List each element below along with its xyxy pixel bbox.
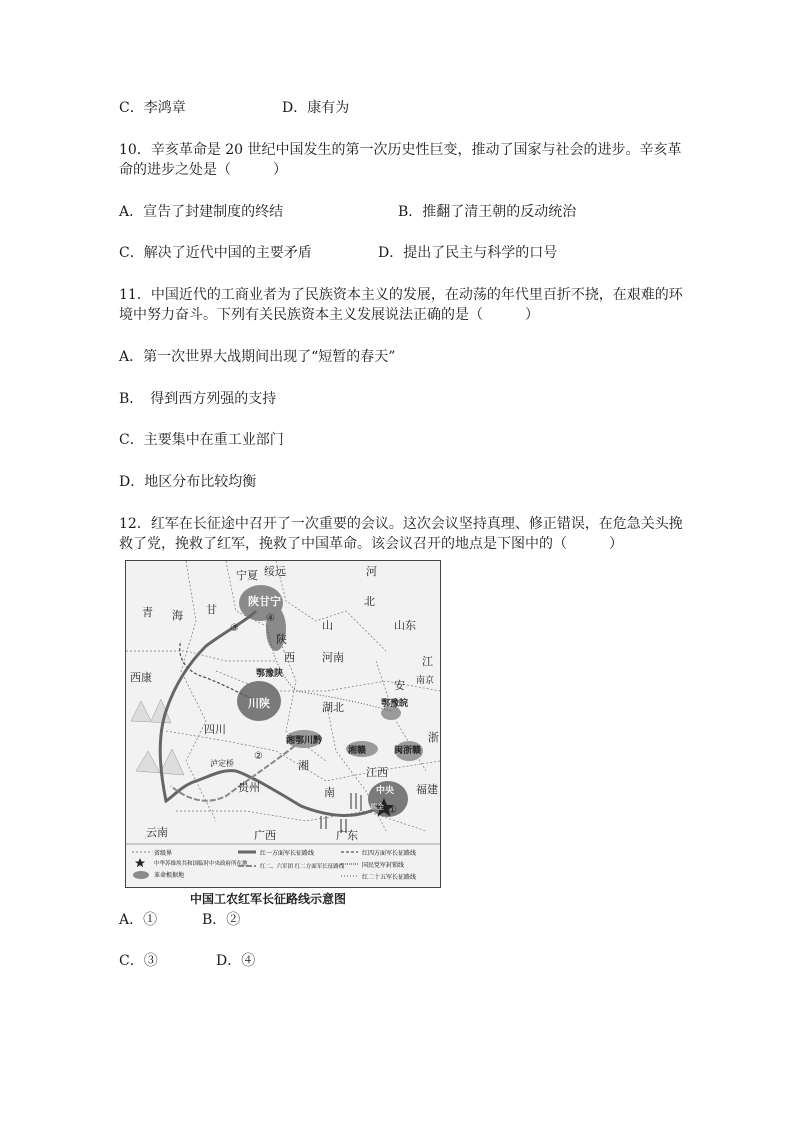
label-nan: 南 xyxy=(324,786,335,799)
label-minzhegan: 闽浙赣 xyxy=(394,746,422,756)
label-xiangexi: 湘鄂川黔 xyxy=(286,736,323,746)
legend-blockade: 国民党军封锁线 xyxy=(362,862,405,869)
q12-stem-line2: 救了党，挽救了红军，挽救了中国革命。该会议召开的地点是下图中的（ ） xyxy=(119,536,623,552)
marker-3: ③ xyxy=(230,623,239,634)
label-shaanganning: 陕甘宁 xyxy=(248,595,281,608)
label-bei: 北 xyxy=(364,595,375,608)
label-zhe: 浙 xyxy=(428,731,439,744)
q11-option-a: A．第一次世界大战期间出现了“短暂的春天” xyxy=(119,349,396,365)
q10-option-b: B．推翻了清王朝的反动统治 xyxy=(398,204,577,220)
label-ruijin: 瑞金 xyxy=(370,803,384,811)
q10-stem-line2: 命的进步之处是（ ） xyxy=(119,162,287,178)
q10-stem-line1: 10．辛亥革命是 20 世纪中国发生的第一次历史性巨变，推动了国家与社会的进步。辛亥革 xyxy=(119,142,682,158)
q10-option-c: C．解决了近代中国的主要矛盾 xyxy=(119,245,312,261)
label-xiang: 湘 xyxy=(298,759,309,772)
label-chuanshan: 川陕 xyxy=(248,697,270,710)
label-shan: 山 xyxy=(322,619,333,632)
q12-option-c: C．③ xyxy=(119,953,158,969)
label-guizhou: 贵州 xyxy=(238,781,260,794)
label-he: 河 xyxy=(366,565,377,578)
label-luding: 泸定桥 xyxy=(210,759,234,768)
q10-option-a: A．宣告了封建制度的终结 xyxy=(119,204,284,220)
label-eyushan: 鄂豫陕 xyxy=(256,669,284,679)
q11-option-c: C．主要集中在重工业部门 xyxy=(119,432,284,448)
map-caption: 中国工农红军长征路线示意图 xyxy=(190,892,347,906)
marker-2: ② xyxy=(254,751,263,762)
label-shaan: 陕 xyxy=(276,633,287,646)
label-qing: 青 xyxy=(142,606,153,619)
legend-base-swatch xyxy=(133,871,149,879)
label-jiangxi: 江西 xyxy=(366,766,388,779)
legend-base: 革命根据地 xyxy=(154,872,185,879)
q12-option-b: B．② xyxy=(202,912,241,928)
label-yunnan: 云南 xyxy=(146,826,168,839)
q12-option-a: A．① xyxy=(119,912,158,928)
marker-1: ① xyxy=(388,805,397,816)
label-xi: 西 xyxy=(284,651,295,664)
legend-capital: 中华苏维埃共和国临时中央政府所在地 xyxy=(154,861,248,867)
q12-option-d: D．④ xyxy=(216,953,256,969)
label-xikang: 西康 xyxy=(130,671,152,684)
q11-stem-line2: 境中努力奋斗。下列有关民族资本主义发展说法正确的是（ ） xyxy=(119,307,539,323)
label-fujian: 福建 xyxy=(416,783,438,796)
q9-option-d: D．康有为 xyxy=(282,100,350,116)
q11-option-b: B． 得到西方列强的支持 xyxy=(119,391,277,407)
label-guangdong: 广东 xyxy=(336,829,358,842)
legend-first-army: 红一方面军长征路线 xyxy=(260,850,315,857)
label-an: 安 xyxy=(394,679,405,692)
label-eyuwan: 鄂豫皖 xyxy=(381,699,409,709)
legend-fourth-army: 红四方面军长征路线 xyxy=(362,850,417,857)
legend-boundary: 省级界 xyxy=(154,850,173,857)
q12-stem-line1: 12．红军在长征途中召开了一次重要的会议。这次会议坚持真理、修正错误，在危急关头挽 xyxy=(119,516,683,532)
label-xianggan: 湘赣 xyxy=(348,746,367,756)
long-march-map-svg xyxy=(126,561,440,887)
label-shandong: 山东 xyxy=(394,619,416,632)
q11-stem-line1: 11．中国近代的工商业者为了民族资本主义的发展，在动荡的年代里百折不挠，在艰难的环 xyxy=(119,287,683,303)
label-jiang: 江 xyxy=(422,655,433,668)
legend-second-army: 红二、六军团 红二方面军长征路线 xyxy=(260,864,345,870)
q9-option-c: C．李鸿章 xyxy=(119,100,186,116)
legend-25th-army: 红二十五军长征路线 xyxy=(362,874,417,881)
label-guangxi: 广西 xyxy=(254,829,276,842)
label-ningxia: 宁夏 xyxy=(236,569,258,582)
label-zhongyang: 中央 xyxy=(376,786,395,796)
label-henan: 河南 xyxy=(322,651,344,664)
long-march-map xyxy=(125,560,441,888)
label-sichuan: 四川 xyxy=(204,723,226,736)
marker-4: ④ xyxy=(266,613,275,624)
label-nanjing: 南京 xyxy=(416,676,435,686)
label-gan: 甘 xyxy=(206,603,217,616)
label-hubei: 湖北 xyxy=(322,701,344,714)
label-suiyuan: 绥远 xyxy=(264,565,286,578)
q11-option-d: D．地区分布比较均衡 xyxy=(119,474,257,490)
q10-option-d: D．提出了民主与科学的口号 xyxy=(378,245,558,261)
label-hai: 海 xyxy=(172,609,183,622)
